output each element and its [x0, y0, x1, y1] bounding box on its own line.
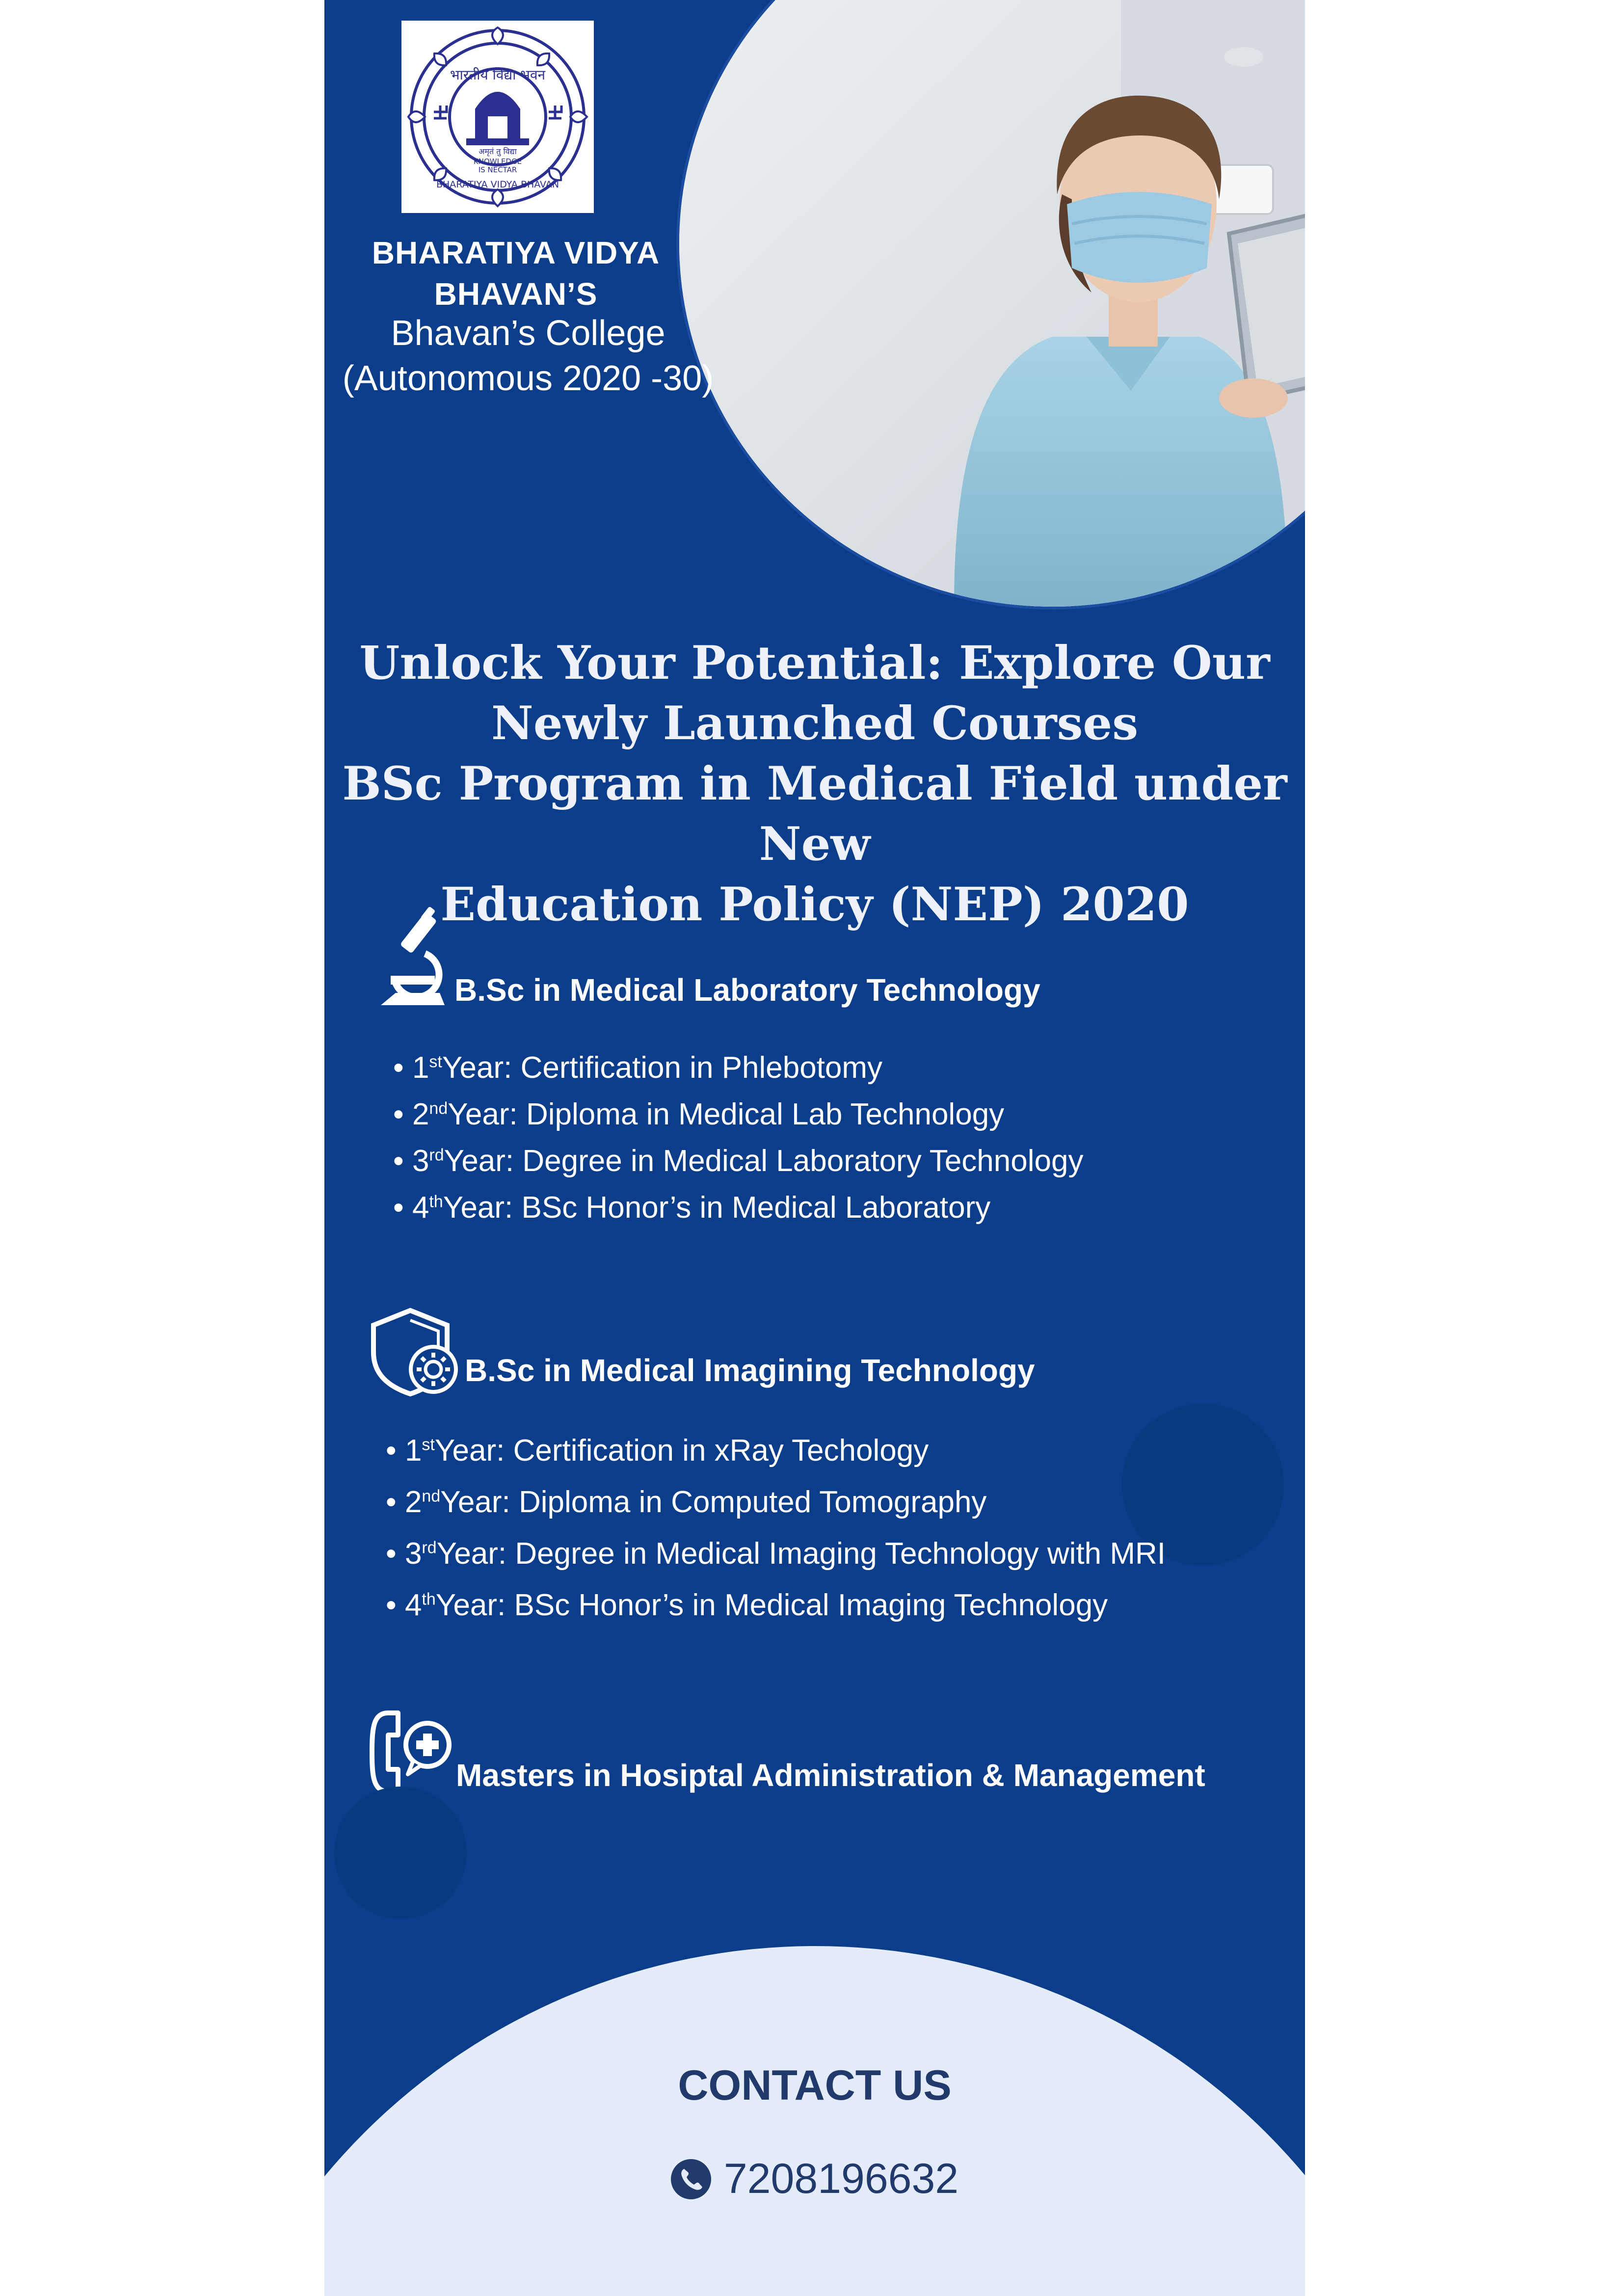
bhavan-emblem-icon	[401, 21, 594, 213]
course-title-imaging-tech: B.Sc in Medical Imagining Technology	[465, 1353, 1035, 1388]
lab-tech-year-3: • 3rdYear: Degree in Medical Laboratory Technology	[393, 1144, 1084, 1178]
nurse-photo	[676, 0, 1305, 610]
imaging-tech-year-3: • 3rdYear: Degree in Medical Imaging Technology with MRI	[386, 1537, 1166, 1571]
lab-tech-year-4: • 4thYear: BSc Honor’s in Medical Laboratory	[393, 1191, 991, 1225]
nurse-photo-illustration	[679, 0, 1305, 607]
college-name-line1: BHARATIYA VIDYA	[372, 235, 660, 270]
headline-line4: Education Policy (NEP) 2020	[440, 878, 1189, 932]
imaging-tech-year-4: • 4thYear: BSc Honor’s in Medical Imaging Technology	[386, 1588, 1108, 1622]
lab-tech-year-1: • 1stYear: Certification in Phlebotomy	[393, 1051, 883, 1085]
decorative-circle	[334, 1787, 467, 1919]
college-name-line3: Bhavan’s College	[391, 314, 665, 353]
logo-motto-hindi: अमृतं तु विद्या	[479, 147, 517, 156]
logo-motto-en-2: IS NECTAR	[478, 165, 517, 174]
medical-phone-icon	[366, 1708, 454, 1799]
imaging-tech-year-1: • 1stYear: Certification in xRay Techology	[386, 1434, 929, 1468]
course-title-lab-tech: B.Sc in Medical Laboratory Technology	[454, 972, 1040, 1008]
headline-line2: Newly Launched Courses	[491, 696, 1139, 750]
phone-row	[324, 2155, 1305, 2203]
headline-line1: Unlock Your Potential: Explore Our	[359, 636, 1270, 690]
headline	[324, 633, 1305, 935]
contact-title: CONTACT US	[678, 2062, 952, 2109]
headline-line3: BSc Program in Medical Field under New	[342, 757, 1287, 871]
contact-panel	[324, 1946, 1305, 2296]
college-logo	[401, 21, 594, 213]
college-name-line2: BHAVAN’S	[434, 276, 598, 312]
logo-arc-top: भारतीय विद्या भवन	[450, 67, 546, 83]
shield-gear-icon	[369, 1306, 462, 1401]
poster	[324, 0, 1305, 2296]
microscope-icon	[371, 907, 454, 1013]
logo-motto-en-1: KNOWLEDGE	[473, 157, 522, 166]
lab-tech-year-2: • 2ndYear: Diploma in Medical Lab Technology	[393, 1097, 1005, 1131]
phone-number[interactable]: 7208196632	[723, 2155, 959, 2202]
imaging-tech-year-2: • 2ndYear: Diploma in Computed Tomography	[386, 1485, 987, 1519]
logo-arc-bottom: BHARATIYA VIDYA BHAVAN	[436, 179, 559, 190]
college-autonomous-line: (Autonomous 2020 -30)	[342, 359, 714, 398]
course-title-hospital-admin: Masters in Hosiptal Administration & Management	[456, 1758, 1205, 1793]
phone-icon	[671, 2159, 711, 2199]
